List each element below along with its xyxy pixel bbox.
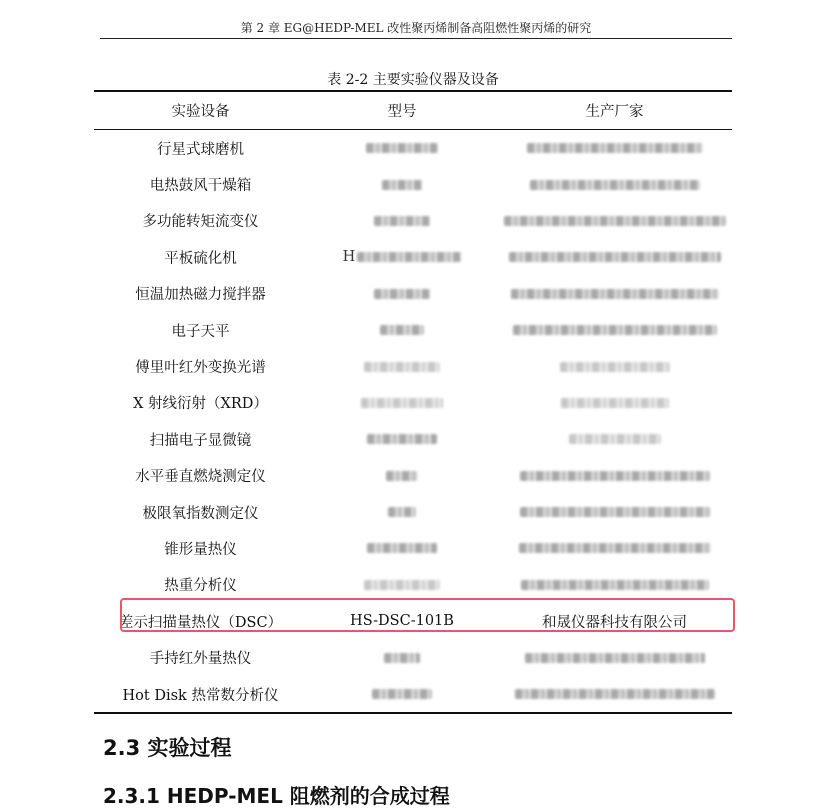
table-header-row xyxy=(94,91,732,130)
equipment-table-wrap xyxy=(94,90,732,714)
redacted-maker xyxy=(511,289,719,299)
table-row xyxy=(94,203,732,239)
model-cell xyxy=(307,348,497,384)
redacted-model xyxy=(364,580,440,590)
maker-cell xyxy=(497,494,732,530)
redacted-model xyxy=(384,653,420,663)
table-row xyxy=(94,530,732,566)
model-cell xyxy=(307,130,497,167)
table-row xyxy=(94,166,732,202)
maker-cell xyxy=(497,312,732,348)
header-rule xyxy=(100,38,732,39)
model-cell xyxy=(307,494,497,530)
equipment-cell: 锥形量热仪 xyxy=(164,541,237,558)
redacted-maker xyxy=(520,471,710,481)
equipment-cell: 电热鼓风干燥箱 xyxy=(149,178,252,195)
column-header-equipment: 实验设备 xyxy=(171,104,230,120)
equipment-cell: 恒温加热磁力搅拌器 xyxy=(135,287,266,304)
table-row xyxy=(94,676,732,713)
model-cell xyxy=(307,639,497,675)
model-cell xyxy=(307,567,497,603)
model-cell xyxy=(307,458,497,494)
equipment-cell: 差示扫描量热仪（DSC） xyxy=(118,614,283,631)
redacted-model xyxy=(372,689,432,699)
maker-cell xyxy=(497,203,732,239)
table-row xyxy=(94,385,732,421)
column-header-model: 型号 xyxy=(387,104,417,120)
redacted-model xyxy=(374,289,430,299)
table-row xyxy=(94,494,732,530)
equipment-cell: 水平垂直燃烧测定仪 xyxy=(135,469,266,486)
equipment-cell: 傅里叶红外变换光谱 xyxy=(135,360,266,377)
redacted-model xyxy=(380,325,424,335)
equipment-cell: 手持红外量热仪 xyxy=(149,651,252,668)
equipment-cell: Hot Disk 热常数分析仪 xyxy=(122,687,279,704)
table-caption: 表 2-2 主要实验仪器及设备 xyxy=(327,72,499,88)
equipment-cell: 平板硫化机 xyxy=(164,250,237,267)
equipment-cell: 热重分析仪 xyxy=(164,578,237,595)
table-row xyxy=(94,276,732,312)
table-row xyxy=(94,567,732,603)
model-cell: HS-DSC-101B xyxy=(350,613,454,630)
redacted-maker xyxy=(530,180,700,190)
model-cell xyxy=(307,239,497,275)
redacted-maker xyxy=(509,252,721,262)
redacted-model xyxy=(361,398,443,408)
redacted-model xyxy=(367,543,437,553)
redacted-maker xyxy=(525,653,705,663)
maker-cell xyxy=(497,348,732,384)
table-row xyxy=(94,312,732,348)
redacted-maker xyxy=(504,216,726,226)
model-cell xyxy=(307,276,497,312)
equipment-table xyxy=(94,90,732,714)
maker-cell xyxy=(497,130,732,167)
table-row xyxy=(94,421,732,457)
equipment-cell: 电子天平 xyxy=(171,323,230,340)
maker-cell xyxy=(497,276,732,312)
model-cell xyxy=(307,676,497,713)
redacted-maker xyxy=(569,434,661,444)
redacted-maker xyxy=(521,580,709,590)
equipment-cell: 多功能转矩流变仪 xyxy=(142,214,259,231)
maker-cell xyxy=(497,676,732,713)
redacted-maker xyxy=(513,325,717,335)
table-row-highlighted xyxy=(94,603,732,639)
redacted-model xyxy=(364,362,440,372)
maker-cell xyxy=(497,530,732,566)
maker-cell xyxy=(497,458,732,494)
redacted-model xyxy=(374,216,430,226)
subsection-heading: 2.3.1 HEDP-MEL 阻燃剂的合成过程 xyxy=(103,784,450,808)
model-cell xyxy=(307,385,497,421)
table-row xyxy=(94,130,732,167)
column-header-maker: 生产厂家 xyxy=(585,104,644,120)
redacted-maker xyxy=(560,362,670,372)
table-row xyxy=(94,348,732,384)
redacted-model xyxy=(367,434,437,444)
equipment-cell: 极限氧指数测定仪 xyxy=(142,505,259,522)
maker-cell xyxy=(497,239,732,275)
redacted-model xyxy=(357,252,461,262)
running-header: 第 2 章 EG@HEDP-MEL 改性聚丙烯制备高阻燃性聚丙烯的研究 xyxy=(240,21,592,35)
section-heading: 2.3 实验过程 xyxy=(103,736,232,760)
model-cell xyxy=(307,166,497,202)
redacted-model xyxy=(388,507,416,517)
maker-cell xyxy=(497,567,732,603)
maker-cell xyxy=(497,421,732,457)
table-row xyxy=(94,639,732,675)
maker-cell xyxy=(497,385,732,421)
redacted-maker xyxy=(515,689,715,699)
table-row xyxy=(94,458,732,494)
model-cell xyxy=(307,203,497,239)
model-cell xyxy=(307,312,497,348)
equipment-cell: X 射线衍射（XRD） xyxy=(133,396,268,413)
redacted-model xyxy=(386,471,418,481)
redacted-maker xyxy=(520,507,710,517)
redacted-maker xyxy=(527,143,703,153)
maker-cell xyxy=(497,166,732,202)
maker-cell: 和晟仪器科技有限公司 xyxy=(542,614,687,631)
model-cell xyxy=(307,421,497,457)
redacted-maker xyxy=(561,398,669,408)
model-partial: H xyxy=(342,249,356,266)
equipment-cell: 行星式球磨机 xyxy=(157,141,244,158)
table-row xyxy=(94,239,732,275)
redacted-maker xyxy=(519,543,711,553)
equipment-cell: 扫描电子显微镜 xyxy=(149,432,252,449)
redacted-model xyxy=(382,180,422,190)
maker-cell xyxy=(497,639,732,675)
redacted-model xyxy=(366,143,438,153)
model-cell xyxy=(307,530,497,566)
